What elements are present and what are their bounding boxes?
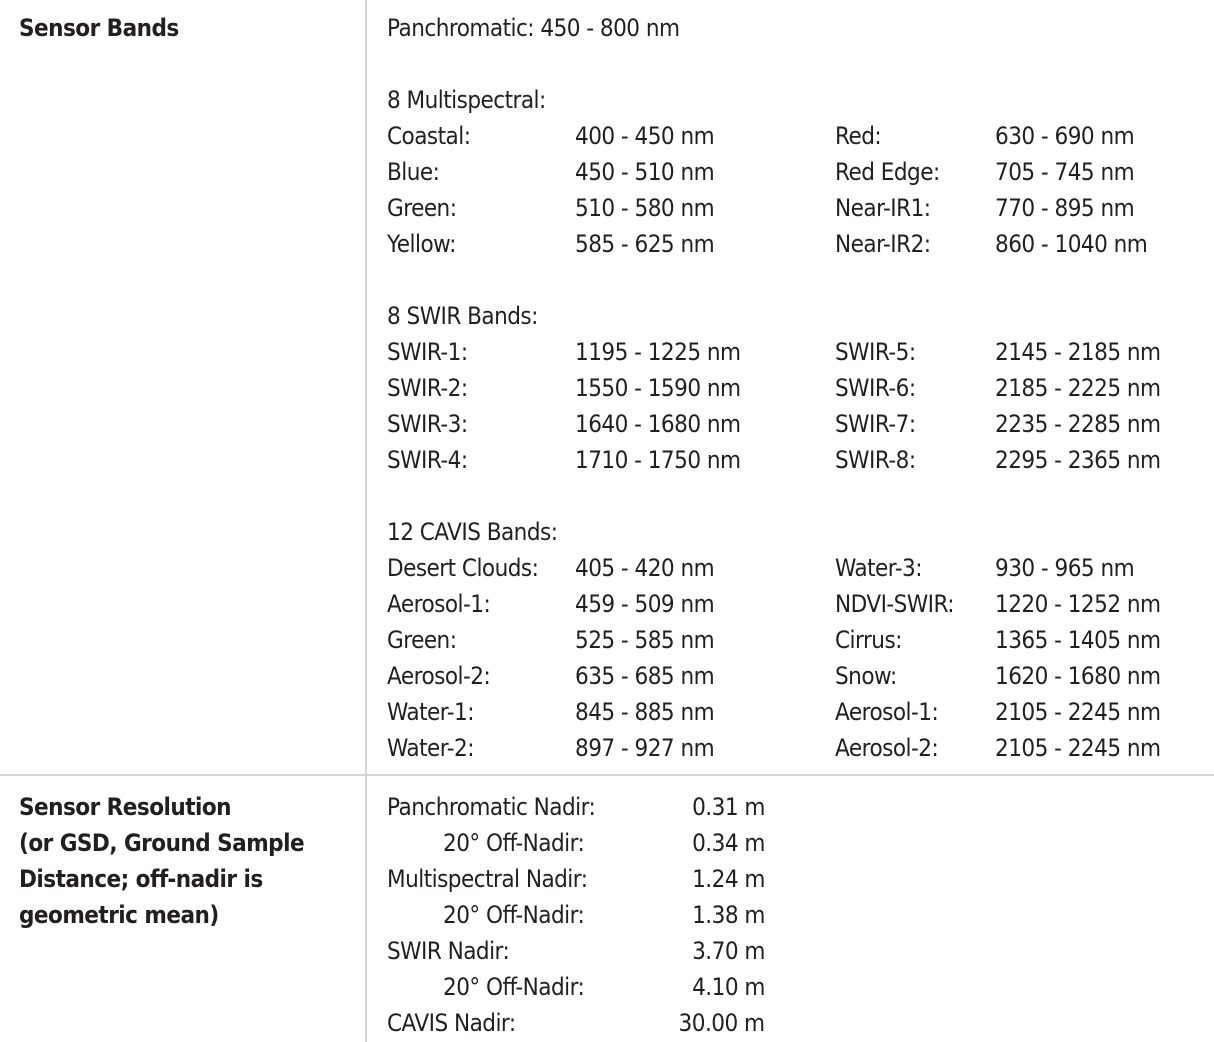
band-range: 510 - 580 nm	[575, 194, 715, 222]
band-name: Water-3:	[835, 554, 922, 582]
group-title: 8 Multispectral:	[387, 86, 546, 114]
band-range: 459 - 509 nm	[575, 590, 715, 618]
band-name: SWIR-2:	[387, 374, 468, 402]
band-name: Green:	[387, 194, 457, 222]
group-title: 8 SWIR Bands:	[387, 302, 538, 330]
band-name: Blue:	[387, 158, 440, 186]
sensor-bands-label: Sensor Bands	[19, 14, 179, 42]
band-name: Water-2:	[387, 734, 474, 762]
resolution-value: 1.38 m	[692, 901, 765, 929]
band-name: Near-IR1:	[835, 194, 931, 222]
band-name: Aerosol-2:	[387, 662, 491, 690]
band-name: SWIR-8:	[835, 446, 916, 474]
band-name: SWIR-6:	[835, 374, 916, 402]
resolution-name: 20° Off-Nadir:	[443, 901, 585, 929]
sensor-resolution-label: Distance; off-nadir is	[19, 865, 263, 893]
band-range: 525 - 585 nm	[575, 626, 715, 654]
sensor-resolution-label: (or GSD, Ground Sample	[19, 829, 305, 857]
band-name: Coastal:	[387, 122, 471, 150]
band-range: 860 - 1040 nm	[995, 230, 1148, 258]
band-name: Red:	[835, 122, 882, 150]
resolution-value: 0.31 m	[692, 793, 765, 821]
band-range: 450 - 510 nm	[575, 158, 715, 186]
sensor-resolution-label: geometric mean)	[19, 901, 219, 929]
resolution-name: 20° Off-Nadir:	[443, 829, 585, 857]
resolution-name: SWIR Nadir:	[387, 937, 510, 965]
band-range: 635 - 685 nm	[575, 662, 715, 690]
band-range: 1365 - 1405 nm	[995, 626, 1161, 654]
band-range: 630 - 690 nm	[995, 122, 1135, 150]
band-range: 930 - 965 nm	[995, 554, 1135, 582]
band-name: Red Edge:	[835, 158, 940, 186]
band-range: 2105 - 2245 nm	[995, 698, 1161, 726]
band-range: 897 - 927 nm	[575, 734, 715, 762]
band-range: 400 - 450 nm	[575, 122, 715, 150]
band-name: Water-1:	[387, 698, 474, 726]
band-range: 845 - 885 nm	[575, 698, 715, 726]
band-range: 2145 - 2185 nm	[995, 338, 1161, 366]
band-name: Aerosol-2:	[835, 734, 939, 762]
band-name: SWIR-7:	[835, 410, 916, 438]
band-range: 1195 - 1225 nm	[575, 338, 741, 366]
band-range: 1550 - 1590 nm	[575, 374, 741, 402]
band-range: 1620 - 1680 nm	[995, 662, 1161, 690]
band-name: Snow:	[835, 662, 897, 690]
band-range: 1710 - 1750 nm	[575, 446, 741, 474]
band-name: Near-IR2:	[835, 230, 931, 258]
resolution-value: 0.34 m	[692, 829, 765, 857]
resolution-value: 3.70 m	[692, 937, 765, 965]
band-range: 405 - 420 nm	[575, 554, 715, 582]
band-name: Desert Clouds:	[387, 554, 539, 582]
band-range: 2295 - 2365 nm	[995, 446, 1161, 474]
band-range: 1220 - 1252 nm	[995, 590, 1161, 618]
resolution-name: CAVIS Nadir:	[387, 1009, 516, 1037]
band-name: Aerosol-1:	[835, 698, 939, 726]
band-range: 770 - 895 nm	[995, 194, 1135, 222]
resolution-name: Multispectral Nadir:	[387, 865, 588, 893]
band-range: 1640 - 1680 nm	[575, 410, 741, 438]
band-range: 705 - 745 nm	[995, 158, 1135, 186]
band-name: SWIR-5:	[835, 338, 916, 366]
group-title: 12 CAVIS Bands:	[387, 518, 558, 546]
column-divider	[365, 0, 367, 1042]
row-divider	[0, 774, 1214, 776]
resolution-name: 20° Off-Nadir:	[443, 973, 585, 1001]
band-name: Green:	[387, 626, 457, 654]
band-name: Aerosol-1:	[387, 590, 491, 618]
band-name: SWIR-4:	[387, 446, 468, 474]
band-name: Cirrus:	[835, 626, 902, 654]
band-name: SWIR-3:	[387, 410, 468, 438]
resolution-value: 30.00 m	[679, 1009, 765, 1037]
panchromatic-band: Panchromatic: 450 - 800 nm	[387, 14, 680, 42]
band-name: Yellow:	[387, 230, 456, 258]
band-name: NDVI-SWIR:	[835, 590, 955, 618]
resolution-value: 1.24 m	[692, 865, 765, 893]
resolution-value: 4.10 m	[692, 973, 765, 1001]
band-range: 2235 - 2285 nm	[995, 410, 1161, 438]
band-range: 2185 - 2225 nm	[995, 374, 1161, 402]
sensor-resolution-label: Sensor Resolution	[19, 793, 231, 821]
band-name: SWIR-1:	[387, 338, 468, 366]
band-range: 2105 - 2245 nm	[995, 734, 1161, 762]
resolution-name: Panchromatic Nadir:	[387, 793, 596, 821]
band-range: 585 - 625 nm	[575, 230, 715, 258]
